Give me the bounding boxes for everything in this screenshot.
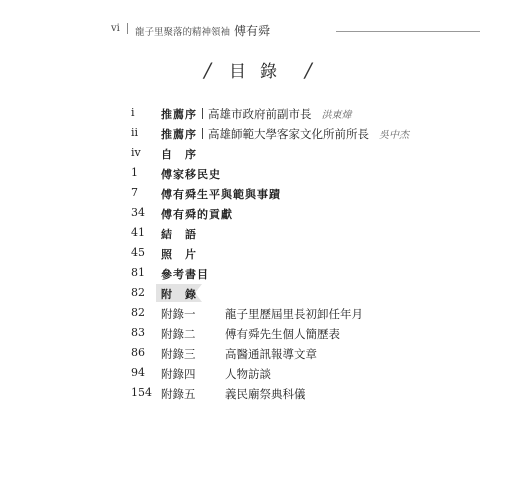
toc-label: 附錄五 — [161, 387, 196, 401]
toc-detail: 高雄市政府前副市長 — [208, 107, 312, 121]
toc-row-chapter-1[interactable] — [0, 164, 520, 184]
toc-row-appendix-2[interactable] — [0, 324, 520, 344]
toc-page: 83 — [131, 326, 145, 339]
toc-entry — [161, 226, 197, 242]
toc-label: 推薦序 — [161, 108, 197, 121]
toc-row-preface-1[interactable] — [0, 104, 520, 124]
toc-page: 86 — [131, 346, 145, 359]
toc-detail: 龍子里歷屆里長初卸任年月 — [225, 307, 363, 321]
toc-page: 94 — [131, 366, 145, 379]
toc-title-text: 目錄 — [229, 62, 291, 82]
divider-bar — [202, 108, 203, 119]
toc-entry — [161, 166, 221, 182]
slash-ornament-right: / — [305, 58, 316, 82]
header-title-text: 龍子里聚落的精神領袖 — [135, 27, 231, 38]
toc-entry — [161, 386, 306, 402]
toc-row-conclusion[interactable] — [0, 224, 520, 244]
toc-page: 45 — [131, 246, 145, 259]
toc-entry — [161, 286, 197, 302]
toc-page: i — [131, 106, 135, 119]
toc-page: iv — [131, 146, 141, 159]
toc-entry — [161, 326, 340, 342]
toc-entry — [161, 186, 281, 202]
toc-row-photos[interactable] — [0, 244, 520, 264]
toc-row-chapter-3[interactable] — [0, 204, 520, 224]
toc-row-appendix[interactable] — [0, 284, 520, 304]
toc-detail: 傅有舜先生個人簡歷表 — [225, 327, 340, 341]
toc-row-references[interactable] — [0, 264, 520, 284]
toc-entry — [161, 206, 233, 222]
toc-detail: 高醫通訊報導文章 — [225, 347, 317, 361]
toc-label: 附錄一 — [161, 307, 196, 321]
toc-row-appendix-1[interactable] — [0, 304, 520, 324]
toc-label: 附錄二 — [161, 327, 196, 341]
toc-row-self-preface[interactable] — [0, 144, 520, 164]
toc-entry — [161, 126, 409, 142]
toc-person: 洪東煒 — [321, 110, 352, 121]
toc-row-appendix-3[interactable] — [0, 344, 520, 364]
header-rule — [336, 31, 480, 32]
toc-page: 1 — [131, 166, 138, 179]
toc-row-chapter-2[interactable] — [0, 184, 520, 204]
toc-detail: 高雄師範大學客家文化所前所長 — [208, 127, 369, 141]
toc-person: 吳中杰 — [379, 130, 409, 141]
toc-page: 81 — [131, 266, 145, 279]
toc-entry — [161, 266, 209, 282]
toc-label: 附錄三 — [161, 347, 196, 361]
toc-label: 傅有舜生平與範與事蹟 — [161, 188, 281, 201]
toc-entry — [161, 106, 352, 122]
toc-label: 推薦序 — [161, 128, 197, 141]
toc-page: ii — [131, 126, 139, 139]
toc-page: 34 — [131, 206, 145, 219]
toc-entry — [161, 346, 317, 362]
toc-page: 82 — [131, 286, 145, 299]
header-page-number: vi — [111, 23, 120, 34]
toc-row-preface-2[interactable] — [0, 124, 520, 144]
header-divider — [127, 23, 128, 34]
toc-page: 154 — [131, 386, 152, 399]
toc-page: 82 — [131, 306, 145, 319]
toc-page: 41 — [131, 226, 145, 239]
toc-row-appendix-5[interactable] — [0, 384, 520, 404]
toc-label: 照 片 — [161, 248, 197, 261]
toc-label: 附 錄 — [161, 288, 197, 301]
toc-row-appendix-4[interactable] — [0, 364, 520, 384]
toc-label: 傅有舜的貢獻 — [161, 208, 233, 221]
divider-bar — [202, 128, 203, 139]
toc-page: 7 — [131, 186, 138, 199]
slash-ornament-left: / — [204, 58, 215, 82]
toc-label: 傅家移民史 — [161, 168, 221, 181]
toc-detail: 人物訪談 — [225, 367, 271, 381]
header-book-title — [135, 22, 270, 39]
toc-heading — [0, 57, 520, 82]
toc-entry — [161, 366, 271, 382]
toc-label: 自 序 — [161, 148, 197, 161]
toc-entry — [161, 306, 363, 322]
running-header — [95, 21, 395, 37]
toc-entry — [161, 246, 197, 262]
toc-label: 結 語 — [161, 228, 197, 241]
toc-detail: 義民廟祭典科儀 — [225, 387, 306, 401]
header-author-name: 傅有舜 — [234, 24, 271, 38]
toc-label: 參考書目 — [161, 268, 209, 281]
toc-entry — [161, 146, 197, 162]
toc-label: 附錄四 — [161, 367, 196, 381]
